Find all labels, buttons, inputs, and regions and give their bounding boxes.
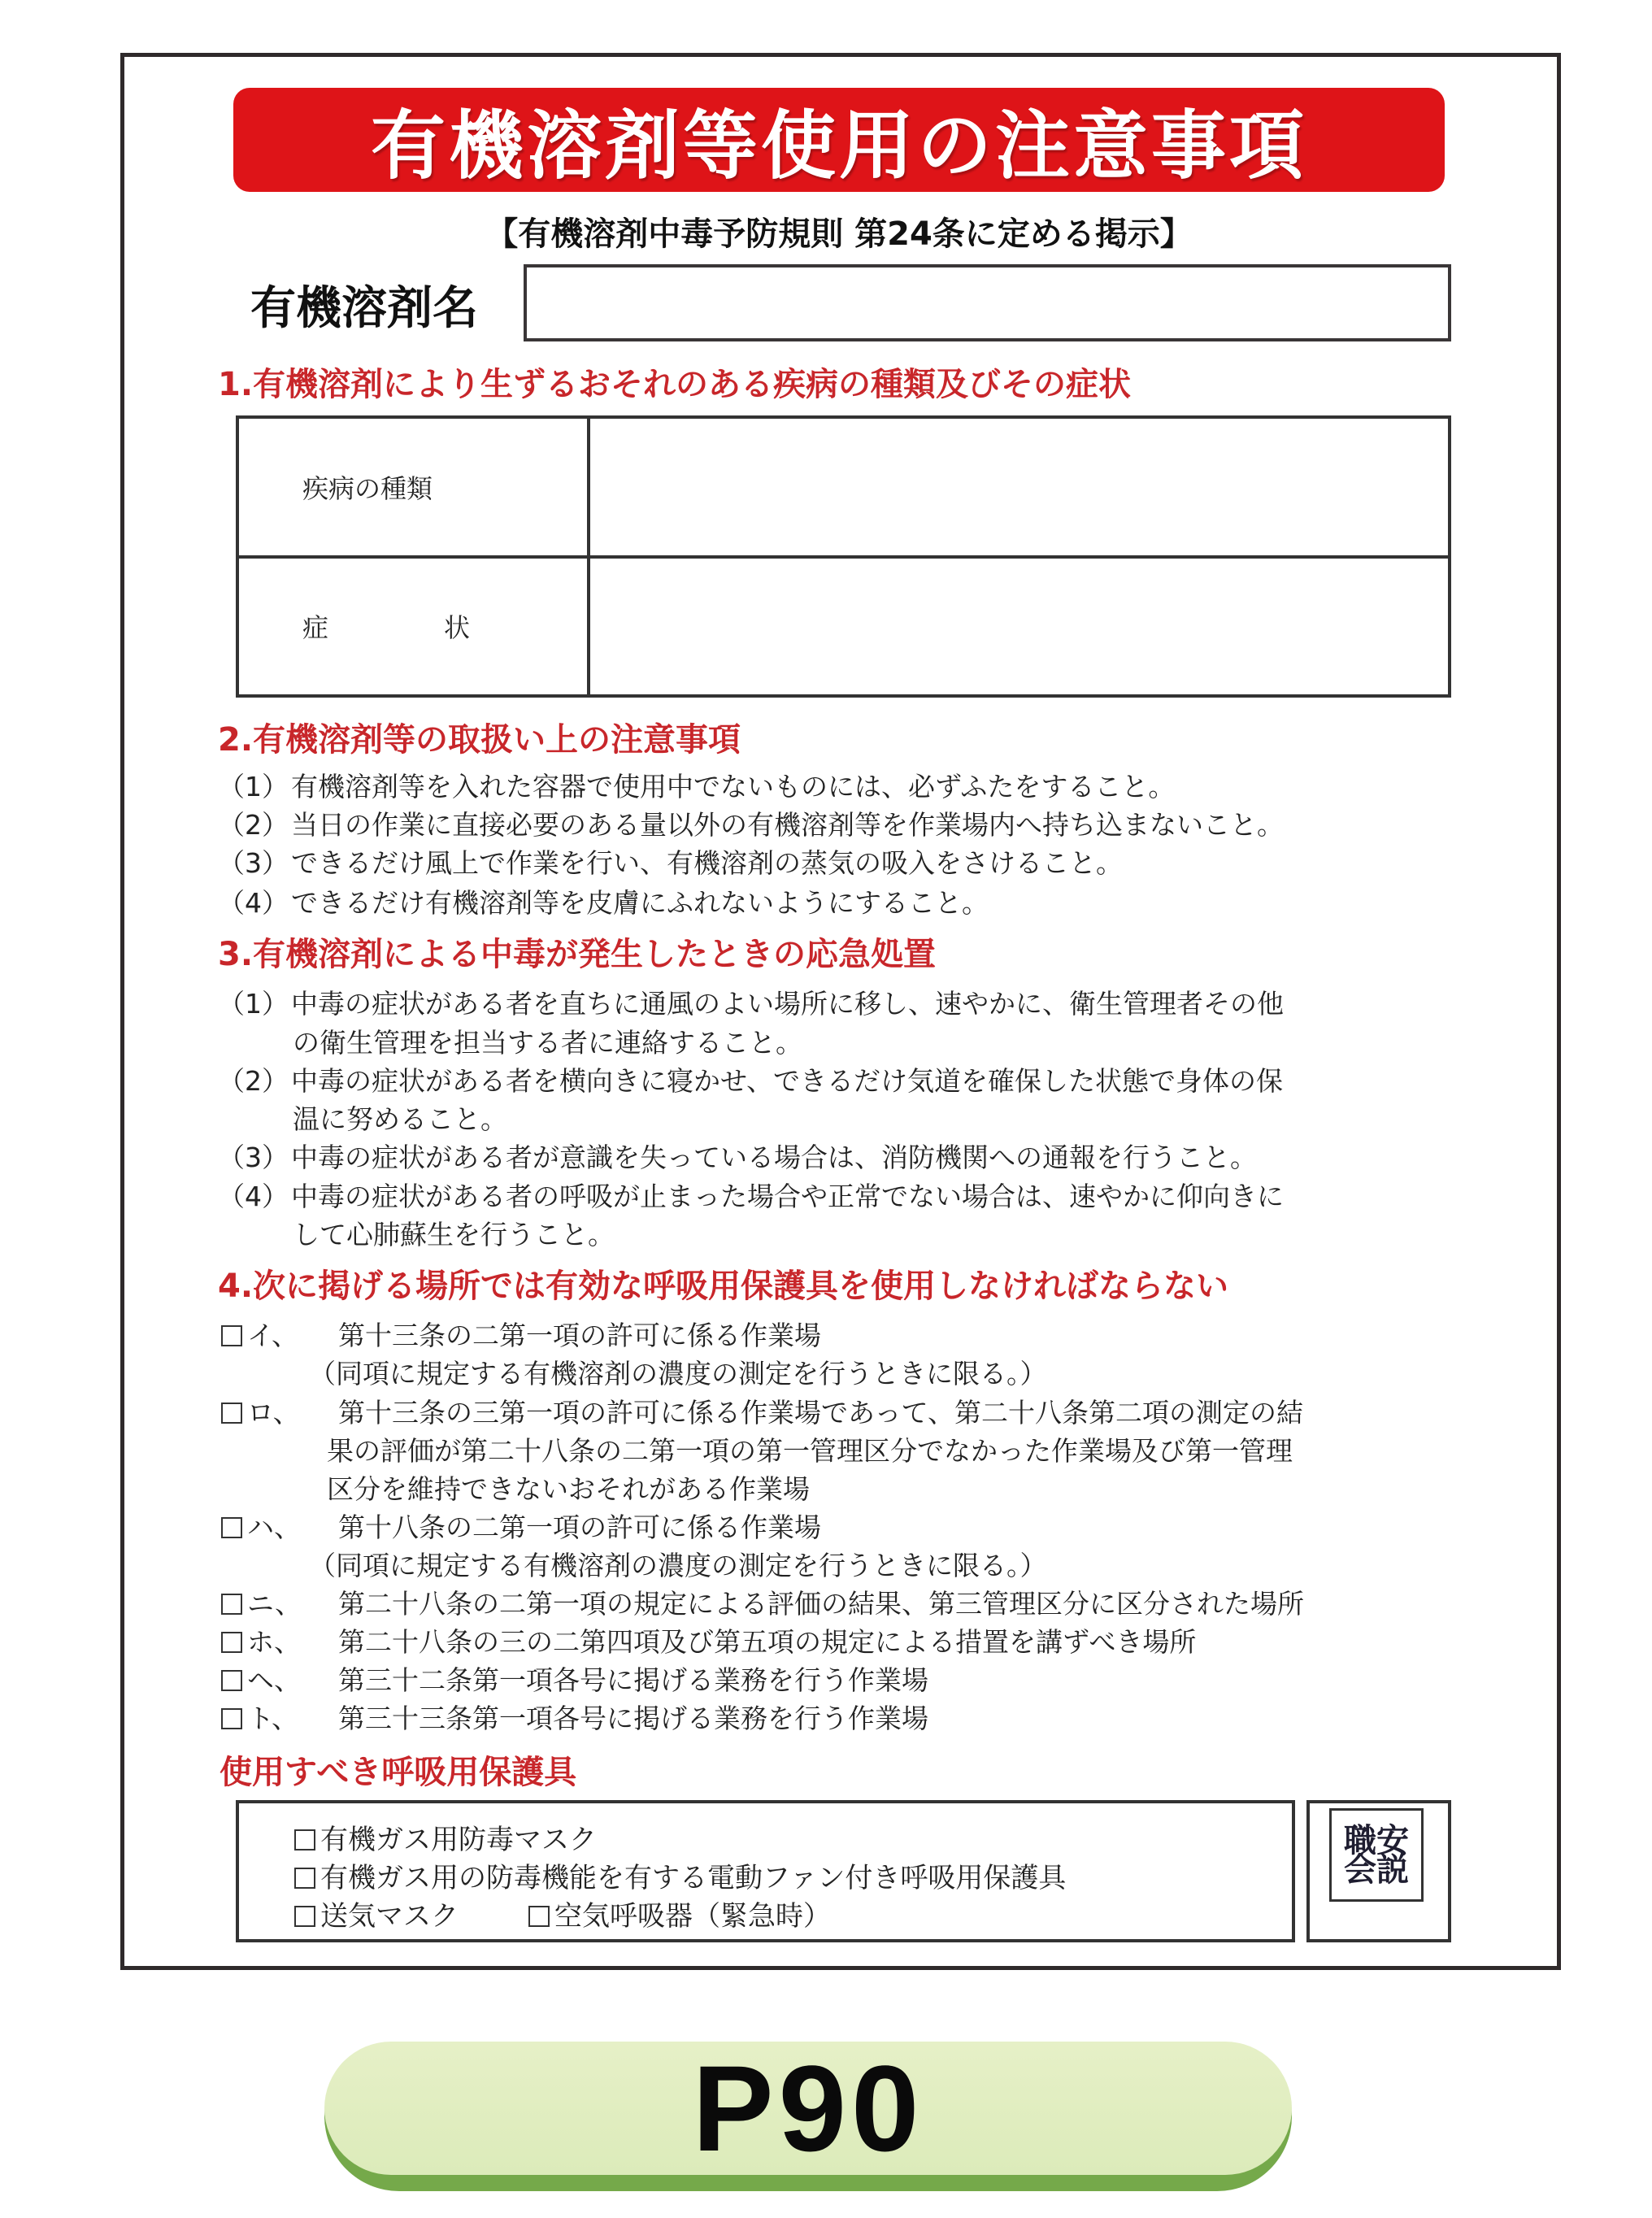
equipment-heading: 使用すべき呼吸用保護具 [220, 1754, 577, 1791]
item-text: 中毒の症状がある者の呼吸が止まった場合や正常でない場合は、速やかに仰向きに [291, 1181, 1284, 1212]
solvent-name-field[interactable] [524, 264, 1451, 341]
item-text: 中毒の症状がある者を直ちに通風のよい場所に移し、速やかに、衛生管理者その他 [291, 988, 1284, 1020]
item-number: （4） [218, 1181, 289, 1212]
equipment-label: 有機ガス用防毒マスク [320, 1824, 597, 1856]
location-item [221, 1583, 1304, 1621]
item-text: 第十三条の二第一項の許可に係る作業場 [338, 1320, 821, 1351]
item-text: 第二十八条の三の二第四項及び第五項の規定による措置を講ずべき場所 [338, 1626, 1197, 1658]
location-checkbox-i[interactable] [221, 1325, 242, 1346]
list-item [218, 804, 1284, 842]
equipment-checkbox[interactable] [294, 1906, 315, 1927]
section3-heading: 3.有機溶剤による中毒が発生したときの応急処置 [218, 936, 937, 973]
badge-face [324, 2039, 1292, 2177]
title-banner [233, 88, 1445, 192]
item-continuation: して心肺蘇生を行うこと。 [293, 1219, 615, 1250]
disease-table [236, 415, 1451, 698]
item-text: 中毒の症状がある者が意識を失っている場合は、消防機関への通報を行うこと。 [291, 1142, 1257, 1173]
equipment-label: 空気呼吸器（緊急時） [554, 1900, 831, 1933]
item-mark: ハ、 [247, 1511, 301, 1543]
item-mark: ホ、 [247, 1626, 301, 1658]
item-text: 第二十八条の二第一項の規定による評価の結果、第三管理区分に区分された場所 [338, 1588, 1304, 1620]
section1-heading: 1.有機溶剤により生ずるおそれのある疾病の種類及びその症状 [218, 366, 1132, 403]
symptom-label-a: 症 [302, 612, 329, 644]
item-text: 第十三条の三第一項の許可に係る作業場であって、第二十八条第二項の測定の結 [338, 1397, 1304, 1429]
list-item [218, 842, 1123, 881]
item-number: （3） [218, 847, 289, 879]
location-checkbox-ro[interactable] [221, 1403, 242, 1424]
item-number: （1） [218, 771, 289, 802]
item-number: （3） [218, 1142, 289, 1173]
product-code-badge [324, 2039, 1292, 2191]
list-item [218, 983, 1284, 1021]
item-continuation: の衛生管理を担当する者に連絡すること。 [293, 1027, 802, 1059]
location-checkbox-ni[interactable] [221, 1594, 242, 1615]
equipment-label: 有機ガス用の防毒機能を有する電動ファン付き呼吸用保護具 [320, 1862, 1067, 1894]
item-text: できるだけ風上で作業を行い、有機溶剤の蒸気の吸入をさけること。 [291, 847, 1123, 879]
item-continuation: 果の評価が第二十八条の二第一項の第一管理区分でなかった作業場及び第一管理 [327, 1435, 1293, 1467]
solvent-name-label: 有機溶剤名 [250, 282, 478, 335]
equipment-checkbox[interactable] [294, 1829, 315, 1851]
regulation-subtitle: 【有機溶剤中毒予防規則 第24条に定める掲示】 [485, 215, 1193, 253]
symptom-field[interactable] [589, 557, 1450, 697]
item-mark: ロ、 [247, 1397, 300, 1429]
location-checkbox-he[interactable] [221, 1670, 242, 1691]
item-number: （2） [218, 1065, 289, 1097]
item-mark: イ、 [247, 1320, 299, 1351]
symptom-label-b: 状 [444, 612, 471, 644]
item-text: 当日の作業に直接必要のある量以外の有機溶剤等を作業場内へ持ち込まないこと。 [291, 809, 1284, 841]
product-code: P90 [692, 2039, 924, 2177]
item-note: （同項に規定する有機溶剤の濃度の測定を行うときに限る。） [309, 1358, 1047, 1390]
item-text: 第三十二条第一項各号に掲げる業務を行う作業場 [338, 1664, 928, 1696]
location-item [221, 1698, 928, 1736]
equipment-option [294, 1894, 459, 1933]
item-number: （2） [218, 809, 289, 841]
equipment-option [528, 1894, 831, 1933]
list-item [218, 1137, 1257, 1175]
item-text: 有機溶剤等を入れた容器で使用中でないものには、必ずふたをすること。 [291, 771, 1176, 802]
item-text: できるだけ有機溶剤等を皮膚にふれないようにすること。 [291, 887, 989, 919]
symptom-label [237, 557, 589, 697]
seal-stamp-icon: 職安 会説 [1329, 1808, 1424, 1902]
location-item [221, 1392, 1303, 1430]
list-item [218, 766, 1175, 804]
location-item [221, 1621, 1196, 1659]
item-text: 第三十三条第一項各号に掲げる業務を行う作業場 [338, 1703, 928, 1734]
equipment-checkbox[interactable] [294, 1868, 315, 1889]
location-item [221, 1507, 821, 1545]
item-mark: ト、 [247, 1703, 299, 1734]
location-item [221, 1659, 928, 1698]
section2-heading: 2.有機溶剤等の取扱い上の注意事項 [218, 721, 741, 759]
location-checkbox-ha[interactable] [221, 1517, 242, 1538]
location-item [221, 1315, 821, 1353]
item-number: （1） [218, 988, 289, 1020]
item-mark: ニ、 [247, 1588, 302, 1620]
table-row [237, 417, 1450, 557]
disease-type-field[interactable] [589, 417, 1450, 557]
disease-type-label: 疾病の種類 [237, 417, 589, 557]
equipment-option [294, 1855, 1066, 1895]
list-item [218, 1176, 1284, 1214]
item-note: （同項に規定する有機溶剤の濃度の測定を行うときに限る。） [309, 1550, 1047, 1581]
item-text: 第十八条の二第一項の許可に係る作業場 [338, 1511, 821, 1543]
equipment-label: 送気マスク [320, 1900, 459, 1933]
table-row [237, 557, 1450, 697]
equipment-checkbox[interactable] [528, 1906, 550, 1927]
item-text: 中毒の症状がある者を横向きに寝かせ、できるだけ気道を確保した状態で身体の保 [291, 1065, 1284, 1097]
item-continuation: 温に努めること。 [293, 1103, 507, 1135]
equipment-option [294, 1817, 597, 1857]
item-continuation: 区分を維持できないおそれがある作業場 [327, 1473, 810, 1505]
item-number: （4） [218, 887, 289, 919]
list-item [218, 882, 989, 920]
location-checkbox-to[interactable] [221, 1708, 242, 1729]
item-mark: ヘ、 [247, 1664, 301, 1696]
list-item [218, 1060, 1283, 1098]
page-title: 有機溶剤等使用の注意事項 [370, 102, 1307, 189]
section4-heading: 4.次に掲げる場所では有効な呼吸用保護具を使用しなければならない [218, 1268, 1229, 1305]
location-checkbox-ho[interactable] [221, 1632, 242, 1653]
